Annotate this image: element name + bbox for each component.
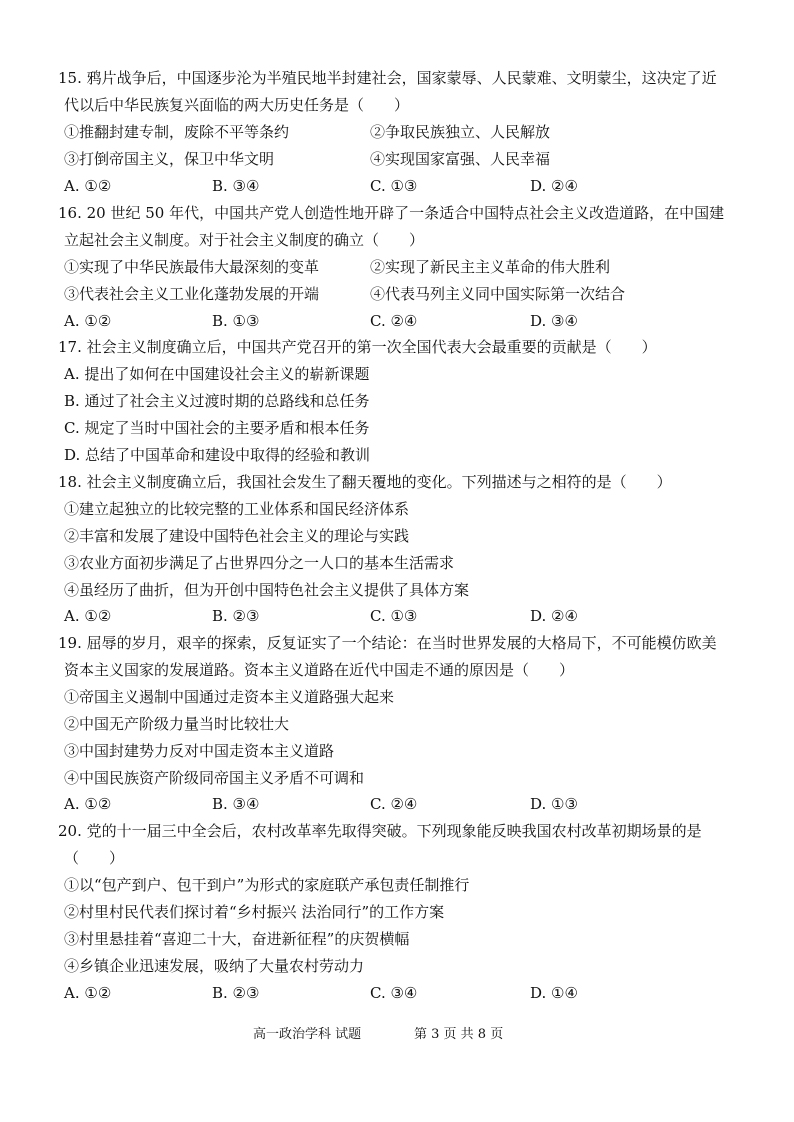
option-a: A. ①② [64, 795, 112, 813]
option-d: D. ③④ [530, 312, 578, 330]
option-d: D. ①④ [530, 984, 578, 1002]
option-d: D. ②④ [530, 177, 578, 195]
option-d: D. ②④ [530, 607, 578, 625]
option-a: A. ①② [64, 984, 112, 1002]
option-b: B. ③④ [212, 177, 260, 195]
exam-page: 15. 鸦片战争后，中国逐步沦为半殖民地半封建社会，国家蒙辱、人民蒙难、文明蒙尘，这决定了近 代以后中华民族复兴面临的两大历史任务是（ ） ①推翻封建专制，废除不平等条约 ②争取民族独立、人民解放 ③打倒帝国主义，保卫中华文明 ④实现国家富强、人民幸福 A. ①② B. ③④ C. ①③ D. ②④ 16. 20 世纪 50 年代，中国共产党人创造性地开辟了一条适合中国特点社会主义改造道路，在中国建 立起社会主义制度。对于社会主义制度的确立（ ） ①实现了中华民族最伟大最深刻的变革 ②实现了新民主主义革命的伟大胜利 ③代表社会主义工业化蓬勃发展的开端 ④代表马列主义同中国实际第一次结合 A. ①② B. ①③ C. ②④ D. ③④ 17. 社会主义制度确立后，中国共产党召开的第一次全国代表大会最重要的贡献是（ ） A. 提出了如何在中国建设社会主义的崭新课题 B. 通过了社会主义过渡时期的总路线和总任务 C. 规定了当时中国社会的主要矛盾和根本任务 D. 总结了中国革命和建设中取得的经验和教训 18. 社会主义制度确立后，我国社会发生了翻天覆地的变化。下列描述与之相符的是（ ） ①建立起独立的比较完整的工业体系和国民经济体系 ②丰富和发展了建设中国特色社会主义的理论与实践 ③农业方面初步满足了占世界四分之一人口的基本生活需求 ④虽经历了曲折，但为开创中国特色社会主义提供了具体方案 A. ①② B. ②③ C. ①③ D. ②④ 19. 屈辱的岁月，艰辛的探索，反复证实了一个结论：在当时世界发展的大格局下，不可能模仿欧美 资本主义国家的发展道路。资本主义道路在近代中国走不通的原因是（ ） ①帝国主义遏制中国通过走资本主义道路强大起来 ②中国无产阶级力量当时比较壮大 ③中国封建势力反对中国走资本主义道路 ④中国民族资产阶级同帝国主义矛盾不可调和 A. ①② B. ③④ C. ②④ D. ①③ 20. 党的十一届三中全会后，农村改革率先取得突破。下列现象能反映我国农村改革初期场景的是 （ ） ①以“包产到户、包干到户”为形式的家庭联产承包责任制推行 ②村里村民代表们探讨着“乡村振兴 法治同行”的工作方案 ③村里悬挂着“喜迎二十大，奋进新征程”的庆贺横幅 ④乡镇企业迅速发展，吸纳了大量农村劳动力 A. ①② B. ②③ C. ③④ D. ①④ 高一政治学科 试题 第 3 页 共 8 页 [58, 69, 725, 1042]
statement-item: ①推翻封建专制，废除不平等条约 [64, 123, 290, 141]
statement-item: ④实现国家富强、人民幸福 [370, 150, 551, 168]
statement-item: ②实现了新民主主义革命的伟大胜利 [370, 258, 611, 276]
option-c: C. ①③ [370, 177, 418, 195]
footer-page-number: 第 3 页 共 8 页 [414, 1027, 504, 1042]
statement-item: ③代表社会主义工业化蓬勃发展的开端 [64, 285, 320, 303]
option-c: C. ②④ [370, 795, 418, 813]
statement-item: ②争取民族独立、人民解放 [370, 123, 551, 141]
option-b: B. ②③ [212, 607, 260, 625]
option-c: C. ②④ [370, 312, 418, 330]
statement-item: ③打倒帝国主义，保卫中华文明 [64, 150, 275, 168]
footer-subject: 高一政治学科 试题 [253, 1027, 362, 1042]
option-b: B. ②③ [212, 984, 260, 1002]
option-c: C. ③④ [370, 984, 418, 1002]
option-a: A. ①② [64, 312, 112, 330]
option-a: A. ①② [64, 177, 112, 195]
statement-item: ①实现了中华民族最伟大最深刻的变革 [64, 258, 320, 276]
statement-item: ④代表马列主义同中国实际第一次结合 [370, 285, 626, 303]
option-b: B. ①③ [212, 312, 260, 330]
option-b: B. ③④ [212, 795, 260, 813]
option-c: C. ①③ [370, 607, 418, 625]
option-d: D. ①③ [530, 795, 578, 813]
option-a: A. ①② [64, 607, 112, 625]
